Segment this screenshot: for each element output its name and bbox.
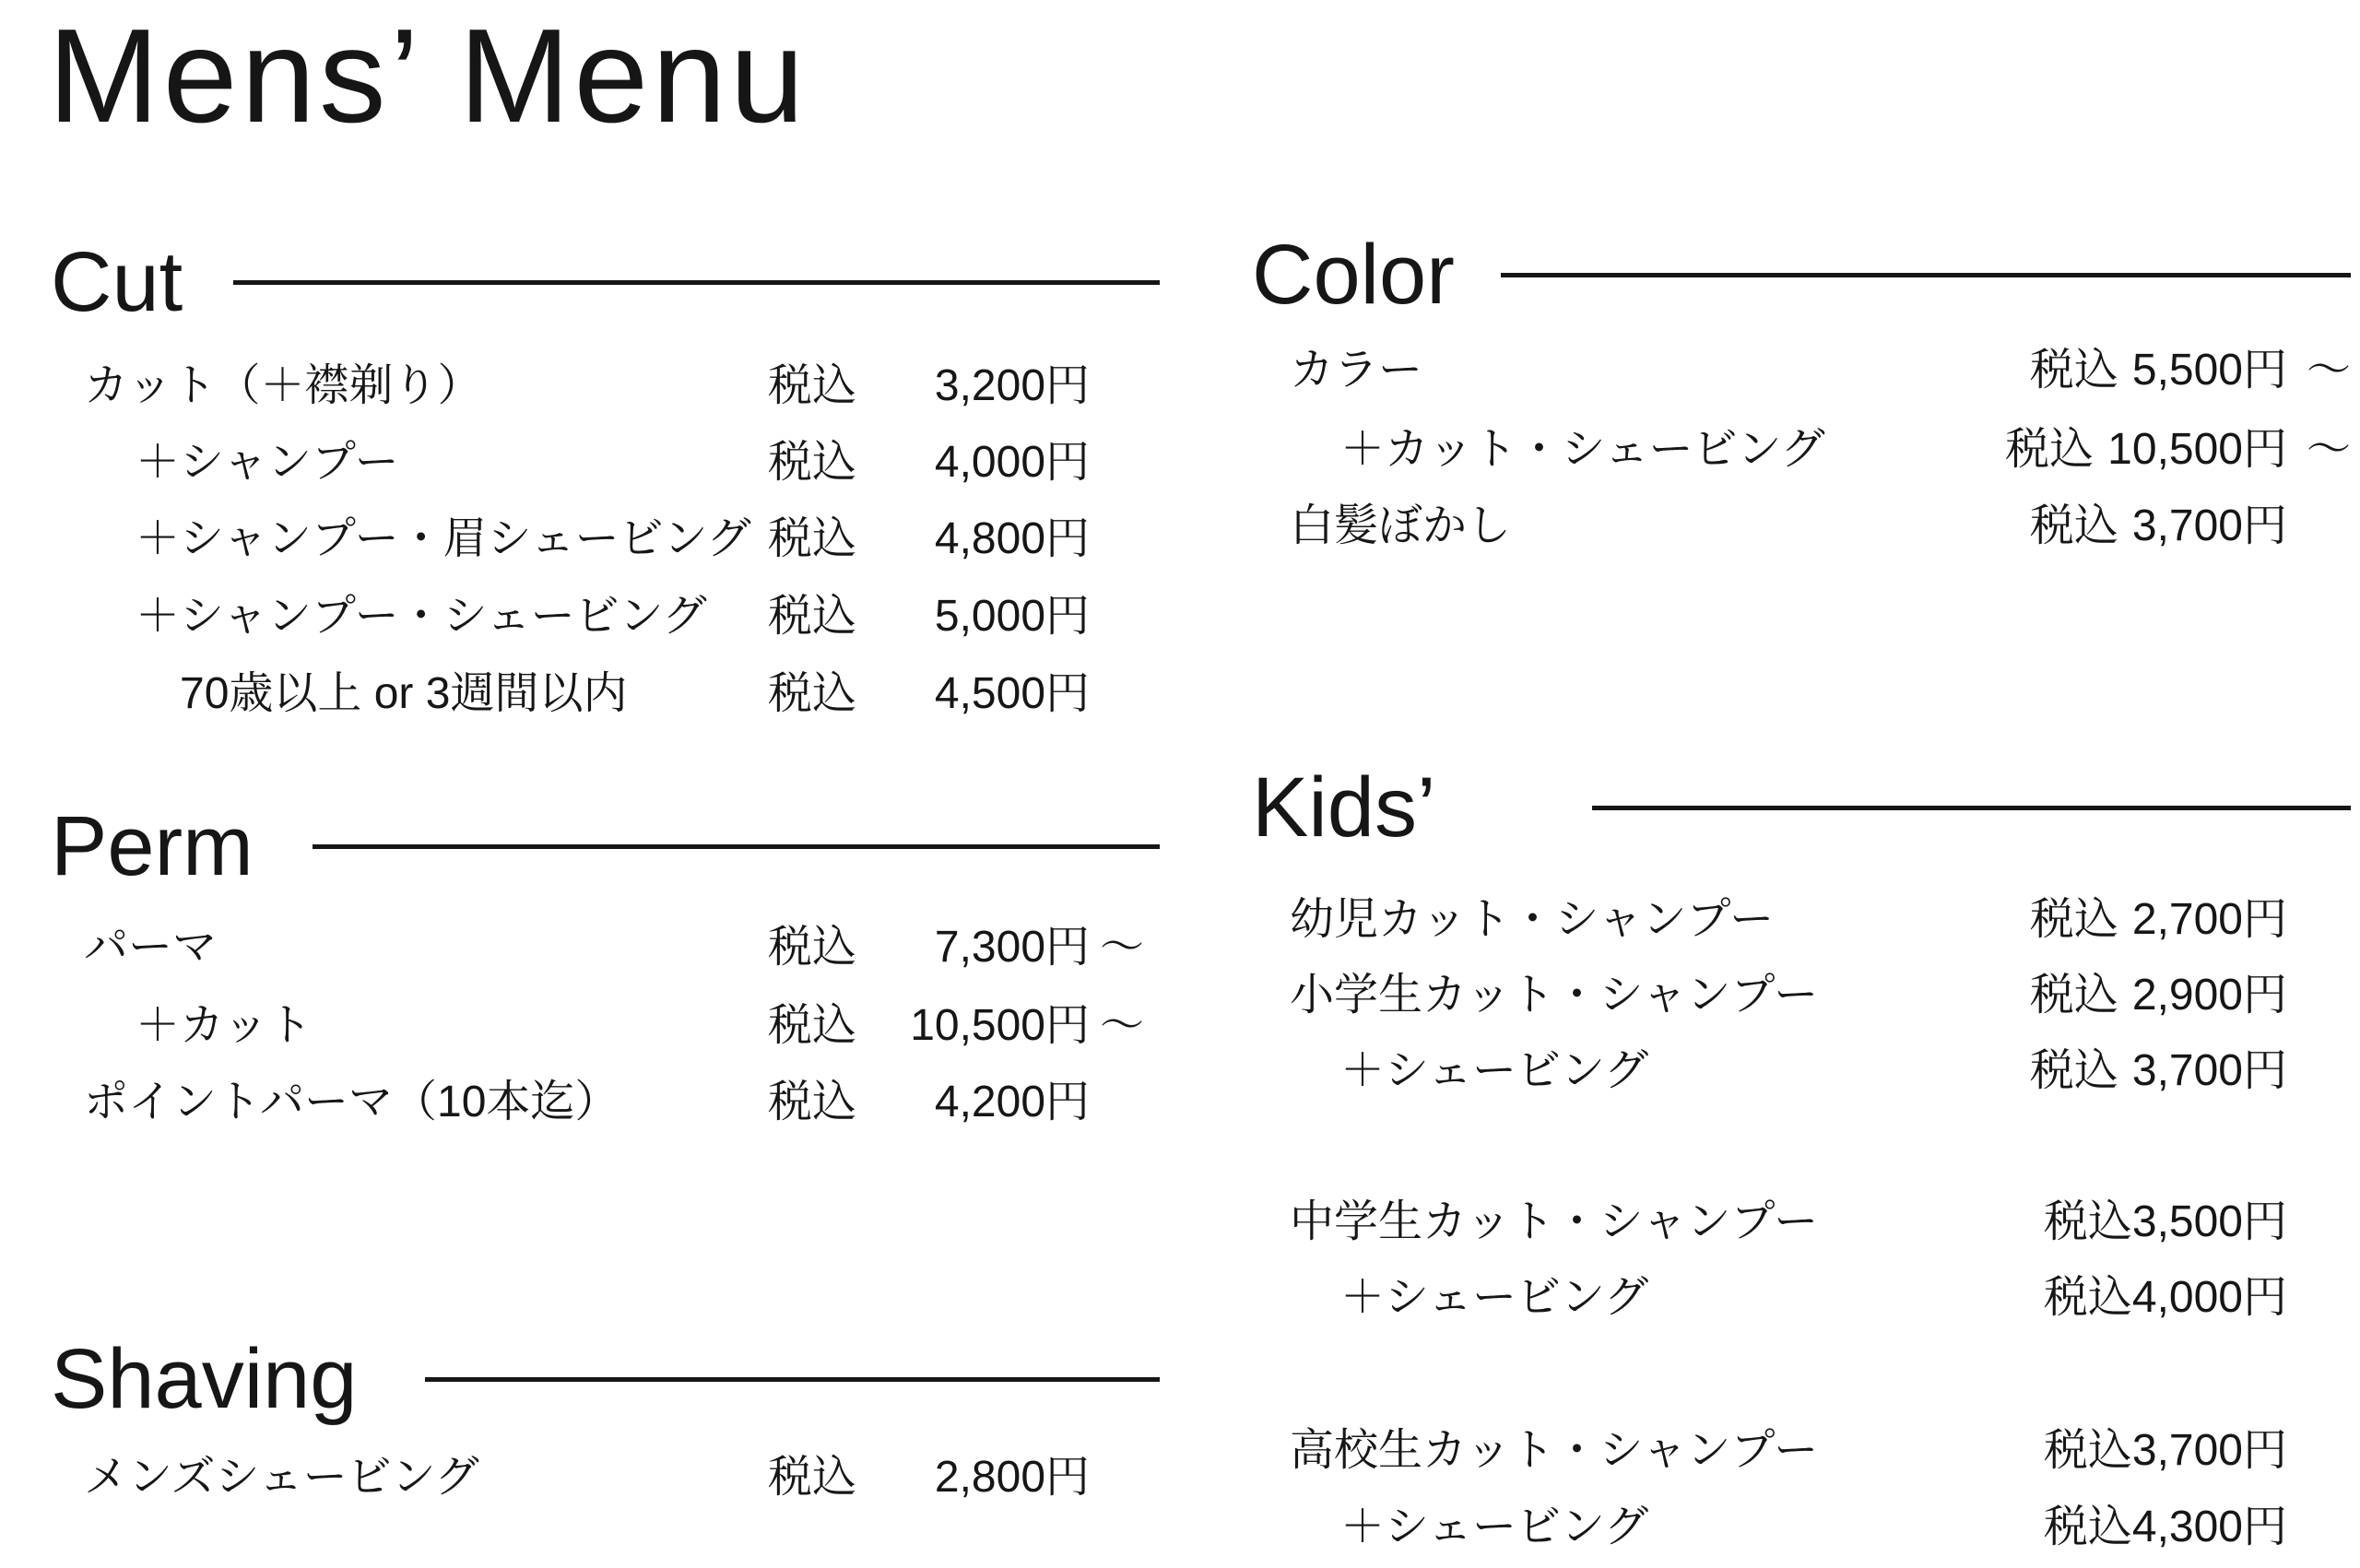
item-name: 70歳以上 or 3週間以内 [180,669,628,718]
tax-included-label: 税込 [768,438,857,487]
item-price [2030,345,2351,396]
section-kids-heading: Kids’ [1252,760,1436,855]
item-name: ＋シェービング [1340,1273,1649,1322]
section-perm-heading: Perm [51,799,254,893]
price-amount: 4,800円 [934,514,1091,563]
menu-item-row [51,922,1160,973]
section-color-header [1252,228,2351,322]
price-amount: 4,000円 [934,438,1091,487]
price-amount: 3,500円 [2131,1197,2287,1246]
item-price [2030,894,2351,946]
item-name: ＋シェービング [1340,1503,1649,1551]
item-price [768,360,1154,412]
section-shaving-heading: Shaving [51,1332,358,1426]
tax-included-label: 税込 [768,1078,857,1126]
tax-included-label: 税込 [768,514,857,563]
price-amount: 2,700円 [2131,895,2287,944]
section-kids-header [1252,760,2351,855]
menu-item-row [1252,1502,2351,1553]
section-color-heading: Color [1252,228,1455,322]
item-price [2044,1197,2351,1248]
tax-included-label: 税込 [768,1453,857,1502]
menu-item-row [1252,1425,2351,1477]
tax-included-label: 税込 [2043,1197,2132,1246]
menu-item-row [1252,894,2351,946]
tax-included-label: 税込 [768,1001,857,1050]
item-name: 幼児カット・シャンプー [1290,895,1775,944]
menu-item-row [51,1077,1160,1128]
item-name: ＋シャンプー・眉シェービング [136,514,751,563]
item-price [2044,1272,2351,1324]
price-amount: 4,300円 [2131,1503,2287,1551]
item-price [2005,424,2351,476]
item-price [768,1452,1154,1503]
price-amount: 4,000円 [2131,1273,2287,1322]
section-cut [51,235,1160,737]
tax-included-label: 税込 [2043,1273,2132,1322]
price-amount: 2,900円 [2131,971,2287,1020]
item-name: ポイントパーマ（10本迄） [84,1078,620,1126]
menu-item-row [51,591,1160,643]
section-shaving-header [51,1332,1160,1426]
item-price [768,1000,1154,1052]
menu-item-row [51,437,1160,489]
menu-item-row [51,668,1160,720]
menu-item-row [1252,1272,2351,1324]
item-name: ＋カット・シェービング [1340,425,1825,474]
menu-item-row [1252,970,2351,1021]
price-range-tilde: ～ [2306,425,2351,474]
item-price [2030,501,2351,552]
item-price [768,668,1154,720]
tax-included-label: 税込 [768,923,857,972]
price-range-tilde: ～ [2306,346,2351,395]
price-amount: 10,500円 [910,1001,1091,1050]
price-amount: 4,500円 [934,669,1091,718]
section-kids-divider-line [1592,806,2351,810]
menu-item-row [51,360,1160,412]
item-price [2044,1425,2351,1477]
item-name: カラー [1290,346,1423,395]
section-color [1252,228,2351,583]
item-name: ＋シャンプー・シェービング [136,592,707,641]
item-price [768,922,1154,973]
page-title: Mens’ Menu [48,1,808,150]
section-cut-header [51,235,1160,329]
price-range-tilde: ～ [1100,923,1145,972]
section-shaving-divider-line [425,1377,1160,1382]
item-price [2030,970,2351,1021]
section-perm [51,799,1160,1154]
menu-item-row [51,1000,1160,1052]
tax-included-label: 税込 [2029,501,2118,550]
item-price [768,513,1154,565]
tax-included-label: 税込 [2005,425,2094,474]
section-shaving [51,1332,1160,1521]
item-name: 小学生カット・シャンプー [1290,971,1819,1020]
menu-item-row [51,1452,1160,1503]
item-name: 中学生カット・シャンプー [1290,1197,1819,1246]
section-perm-header [51,799,1160,893]
price-amount: 3,200円 [934,361,1091,410]
item-name: ＋シャンプー [136,438,399,487]
menu-item-row [1252,1197,2351,1248]
item-price [2030,1045,2351,1097]
tax-included-label: 税込 [768,361,857,410]
price-amount: 5,500円 [2131,346,2287,395]
menu-item-row [1252,1045,2351,1097]
item-price [768,437,1154,489]
price-amount: 5,000円 [934,592,1091,641]
price-amount: 3,700円 [2131,501,2287,550]
tax-included-label: 税込 [2043,1503,2132,1551]
item-price [768,591,1154,643]
section-color-divider-line [1501,273,2351,277]
price-amount: 3,700円 [2131,1046,2287,1095]
price-amount: 4,200円 [934,1078,1091,1126]
price-amount: 7,300円 [934,923,1091,972]
item-name: ＋カット [136,1001,313,1050]
item-name: カット（＋襟剃り） [84,361,482,410]
section-cut-divider-line [233,280,1160,285]
price-range-tilde: ～ [1100,1001,1145,1050]
tax-included-label: 税込 [2029,346,2118,395]
tax-included-label: 税込 [2029,1046,2118,1095]
tax-included-label: 税込 [768,669,857,718]
price-amount: 10,500円 [2107,425,2287,474]
price-amount: 2,800円 [934,1453,1091,1502]
tax-included-label: 税込 [768,592,857,641]
price-amount: 3,700円 [2131,1426,2287,1475]
item-name: 白髪ぼかし [1290,501,1512,550]
tax-included-label: 税込 [2029,971,2118,1020]
menu-item-row [1252,424,2351,476]
item-price [768,1077,1154,1128]
menu-item-row [51,513,1160,565]
menu-item-row [1252,501,2351,552]
section-kids [1252,760,2351,1568]
item-name: 高校生カット・シャンプー [1290,1426,1819,1475]
item-name: パーマ [84,923,218,972]
tax-included-label: 税込 [2043,1426,2132,1475]
item-name: メンズシェービング [84,1453,479,1502]
tax-included-label: 税込 [2029,895,2118,944]
section-perm-divider-line [313,844,1160,849]
section-cut-heading: Cut [51,235,183,329]
item-price [2044,1502,2351,1553]
item-name: ＋シェービング [1340,1046,1649,1095]
menu-item-row [1252,345,2351,396]
